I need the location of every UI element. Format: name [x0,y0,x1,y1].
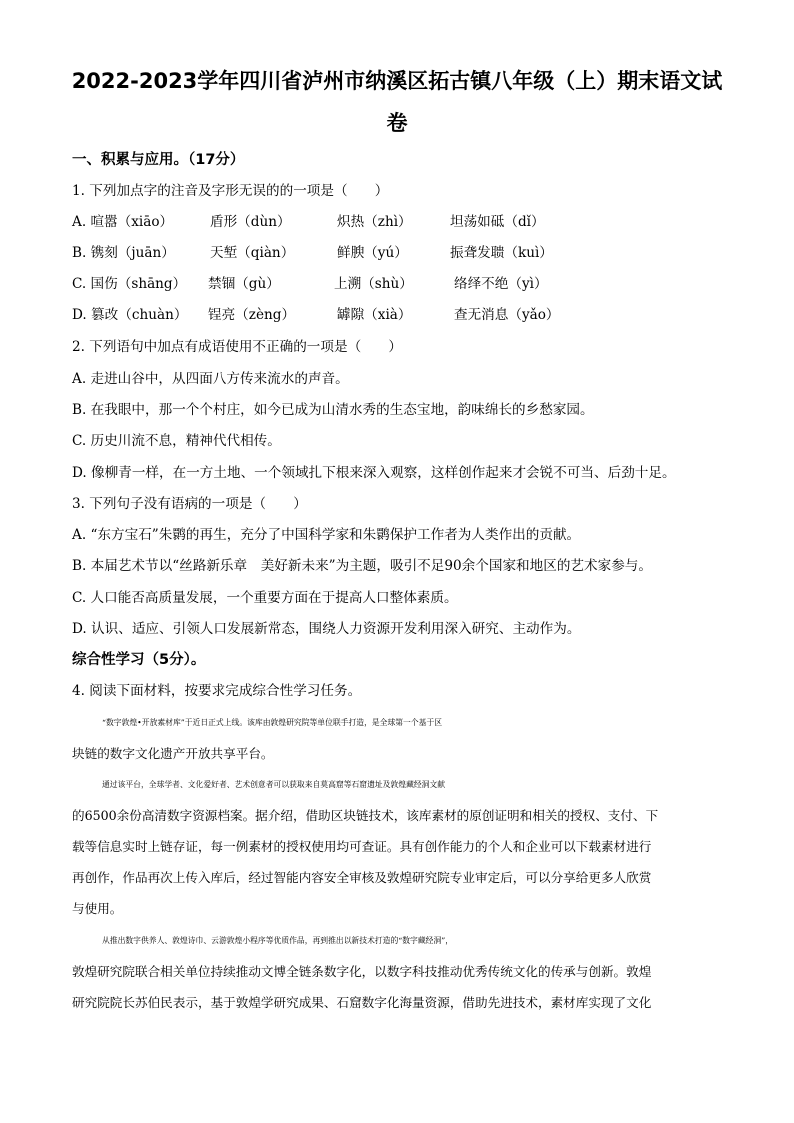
passage-line: 块链的数字文化遗产开放共享平台。 [72,746,274,761]
q1-a-3: 炽热（zhì） [337,214,412,230]
exam-title-line1: 2022-2023学年四川省泸州市纳溪区拓古镇八年级（上）期末语文试 [71,69,723,93]
q1-c-4: 络绎不绝（yì） [454,276,548,292]
q1-d-2: 锃亮（zèng） [208,307,296,323]
q1-b-1: B. 镌刻（juān） [72,245,175,261]
q1-c-2: 禁锢（gù） [208,276,280,292]
q3-option-d: D. 认识、适应、引领人口发展新常态，围绕人力资源开发利用深入研究、主动作为。 [72,621,581,637]
passage-line: 的6500余份高清数字资源档案。据介绍，借助区块链技术，该库素材的原创证明和相关的授权、支付、下 [72,808,659,823]
q3-stem: 3. 下列句子没有语病的一项是（ ） [72,496,307,512]
q1-d-1: D. 篡改（chuàn） [72,307,188,323]
passage-line: 敦煌研究院联合相关单位持续推动文博全链条数字化，以数字科技推动优秀传统文化的传承与创新。敦煌 [72,964,652,979]
passage-line: 再创作，作品再次上传入库后，经过智能内容安全审核及敦煌研究院专业审定后，可以分享给更多人欣赏 [72,870,652,885]
q3-option-a: A. “东方宝石”朱鹮的再生，充分了中国科学家和朱鹮保护工作者为人类作出的贡献。 [72,527,581,543]
q4-stem: 4. 阅读下面材料，按要求完成综合性学习任务。 [72,683,362,699]
q1-d-4: 查无消息（yǎo） [454,307,560,323]
q1-b-3: 鲜腴（yú） [337,245,408,261]
q1-a-4: 坦荡如砥（dǐ） [450,214,545,230]
q1-a-2: 盾形（dùn） [210,214,291,230]
passage-line: 通过该平台，全球学者、文化爱好者、艺术创意者可以获取来自莫高窟等石窟遗址及敦煌藏经洞文献 [102,780,446,789]
q1-b-2: 天堑（qiàn） [210,245,295,261]
section-heading-1: 一、积累与应用。（17分） [72,152,245,168]
q1-b-4: 振聋发聩（kuì） [450,245,553,261]
q2-option-c: C. 历史川流不息，精神代代相传。 [72,433,281,449]
passage-line: “数字敦煌•开放素材库”于近日正式上线。该库由敦煌研究院等单位联手打造，是全球第一个基于区 [102,718,443,727]
exam-title-line2: 卷 [386,111,408,135]
q1-d-3: 罅隙（xià） [337,307,412,323]
q3-option-b: B. 本届艺术节以“丝路新乐章 美好新未来”为主题，吸引不足90余个国家和地区的艺术家参与。 [72,558,652,574]
q1-a-1: A. 喧嚣（xiāo） [72,214,174,230]
q1-stem: 1. 下列加点字的注音及字形无误的的一项是（ ） [72,183,389,199]
q2-option-b: B. 在我眼中，那一个个村庄，如今已成为山清水秀的生态宝地，韵味绵长的乡愁家园。 [72,402,594,418]
q2-option-a: A. 走进山谷中，从四面八方传来流水的声音。 [72,371,349,387]
passage-line: 载等信息实时上链存证，每一例素材的授权使用均可查证。具有创作能力的个人和企业可以下载素材进行 [72,839,652,854]
q2-stem: 2. 下列语句中加点有成语使用不正确的一项是（ ） [72,339,402,355]
q1-c-1: C. 国伤（shāng） [72,276,187,292]
q3-option-c: C. 人口能否高质量发展，一个重要方面在于提高人口整体素质。 [72,590,458,606]
section-heading-2: 综合性学习（5分）。 [72,652,206,668]
passage-line: 研究院院长苏伯民表示，基于敦煌学研究成果、石窟数字化海量资源，借助先进技术，素材库实现了文化 [72,995,652,1010]
passage-line: 与使用。 [72,901,123,916]
passage-line: 从推出数字供养人、敦煌诗巾、云游敦煌小程序等优质作品，再到推出以新技术打造的“数字藏经洞”， [102,936,454,945]
q1-c-3: 上溯（shù） [334,276,413,292]
q2-option-d: D. 像柳青一样，在一方土地、一个领域扎下根来深入观察，这样创作起来才会锐不可当、后劲十足。 [72,465,676,481]
